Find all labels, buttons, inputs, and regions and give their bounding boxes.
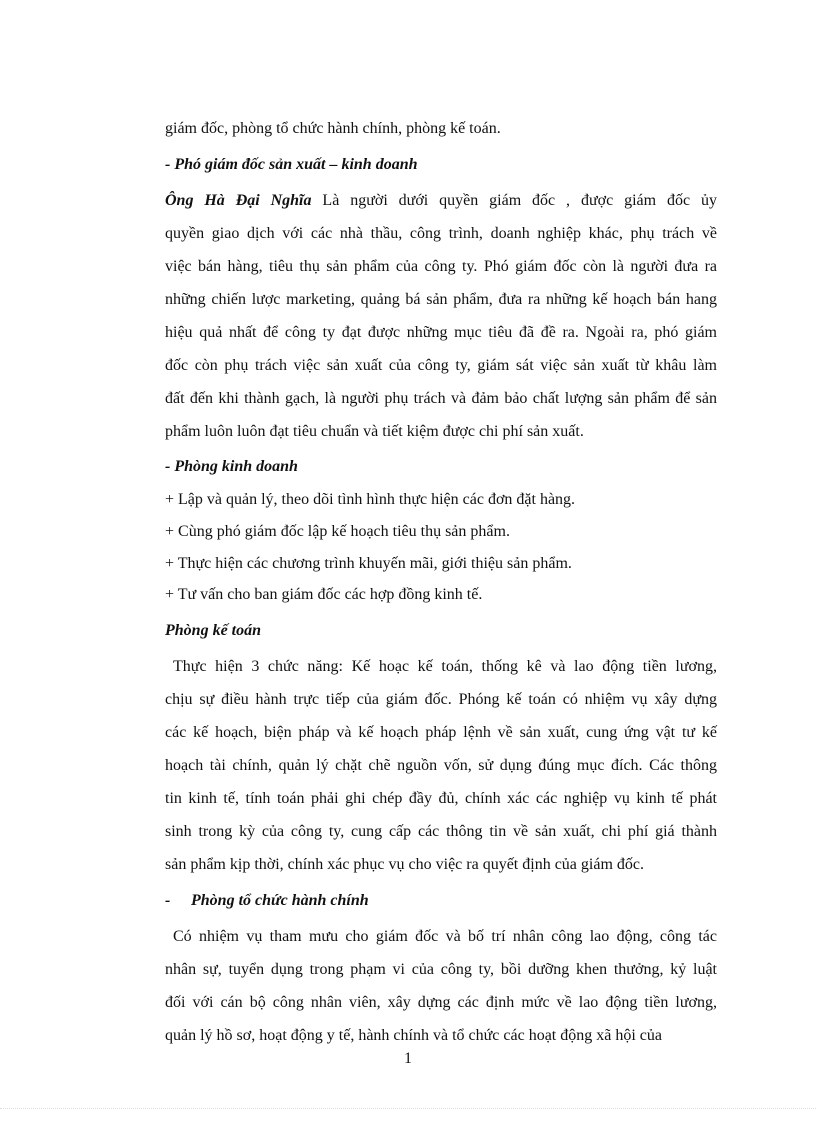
deputy-director-heading: - Phó giám đốc sản xuất – kinh doanh (165, 156, 418, 173)
accounting-paragraph-line: hoạch tài chính, quản lý chặt chẽ nguồn vốn, sử dụng đúng mục đích. Các thông (165, 757, 717, 774)
sales-department-heading: - Phòng kinh doanh (165, 458, 298, 475)
accounting-paragraph-line: các kế hoạch, biện pháp và kế hoạch pháp lệnh về sản xuất, cung ứng vật tư kế (165, 724, 717, 741)
deputy-director-paragraph-line: đất đến khi thành gạch, là người phụ trách và đảm bảo chất lượng sản phẩm để sản (165, 390, 717, 407)
admin-paragraph-line: Có nhiệm vụ tham mưu cho giám đốc và bố trí nhân công lao động, công tác (173, 928, 717, 945)
page-number: 1 (404, 1050, 412, 1067)
page-bottom-divider (0, 1108, 816, 1109)
deputy-director-paragraph-line: những chiến lược marketing, quảng bá sản phẩm, đưa ra những kế hoạch bán hang (165, 291, 717, 308)
deputy-director-paragraph-line: phẩm luôn luôn đạt tiêu chuẩn và tiết kiệm được chi phí sản xuất. (165, 423, 584, 440)
accounting-paragraph-line: tin kinh tế, tính toán phải ghi chép đầy đủ, chính xác các nghiệp vụ kinh tế phát (165, 790, 717, 807)
admin-department-heading-line (165, 889, 717, 913)
accounting-paragraph-line: chịu sự điều hành trực tiếp của giám đốc. Phóng kế toán có nhiệm vụ xây dựng (165, 691, 717, 708)
deputy-director-first-line-text: Là người dưới quyền giám đốc , được giám đốc ủy (311, 192, 718, 209)
sales-list-item: + Tư vấn cho ban giám đốc các hợp đồng kinh tế. (165, 586, 483, 603)
admin-paragraph-line: đối với cán bộ công nhân viên, xây dựng các định mức về lao động tiền lương, (165, 994, 717, 1011)
accounting-paragraph-line: sản phẩm kịp thời, chính xác phục vụ cho việc ra quyết định của giám đốc. (165, 856, 644, 873)
deputy-director-paragraph-line: quyền giao dịch với các nhà thầu, công trình, doanh nghiệp khác, phụ trách về (165, 225, 717, 242)
admin-department-heading: Phòng tổ chức hành chính (191, 892, 369, 909)
deputy-director-name: Ông Hà Đại Nghĩa (165, 192, 312, 209)
deputy-director-paragraph-line-1 (165, 189, 717, 213)
sales-list-item: + Cùng phó giám đốc lập kế hoạch tiêu thụ sản phẩm. (165, 523, 510, 540)
accounting-paragraph-line: sinh trong kỳ của công ty, cung cấp các thông tin về sản xuất, chi phí giá thành (165, 823, 717, 840)
sales-list-item: + Thực hiện các chương trình khuyến mãi, giới thiệu sản phẩm. (165, 555, 572, 572)
accounting-department-heading: Phòng kế toán (165, 622, 262, 639)
heading-dash: - (165, 892, 171, 909)
intro-line: giám đốc, phòng tổ chức hành chính, phòng kế toán. (165, 120, 501, 137)
admin-paragraph-line: quản lý hồ sơ, hoạt động y tế, hành chính và tổ chức các hoạt động xã hội của (165, 1027, 662, 1044)
deputy-director-paragraph-line: hiệu quả nhất để công ty đạt được những mục tiêu đã đề ra. Ngoài ra, phó giám (165, 324, 717, 341)
accounting-paragraph-line: Thực hiện 3 chức năng: Kế hoạc kế toán, thống kê và lao động tiền lương, (173, 658, 717, 675)
deputy-director-paragraph-line: đốc còn phụ trách việc sản xuất của công ty, giám sát việc sản xuất từ khâu làm (165, 357, 717, 374)
deputy-director-paragraph-line: việc bán hàng, tiêu thụ sản phẩm của công ty. Phó giám đốc còn là người đưa ra (165, 258, 717, 275)
admin-paragraph-line: nhân sự, tuyển dụng trong phạm vi của công ty, bồi dưỡng khen thưởng, kỷ luật (165, 961, 717, 978)
sales-list-item: + Lập và quản lý, theo dõi tình hình thực hiện các đơn đặt hàng. (165, 491, 576, 508)
